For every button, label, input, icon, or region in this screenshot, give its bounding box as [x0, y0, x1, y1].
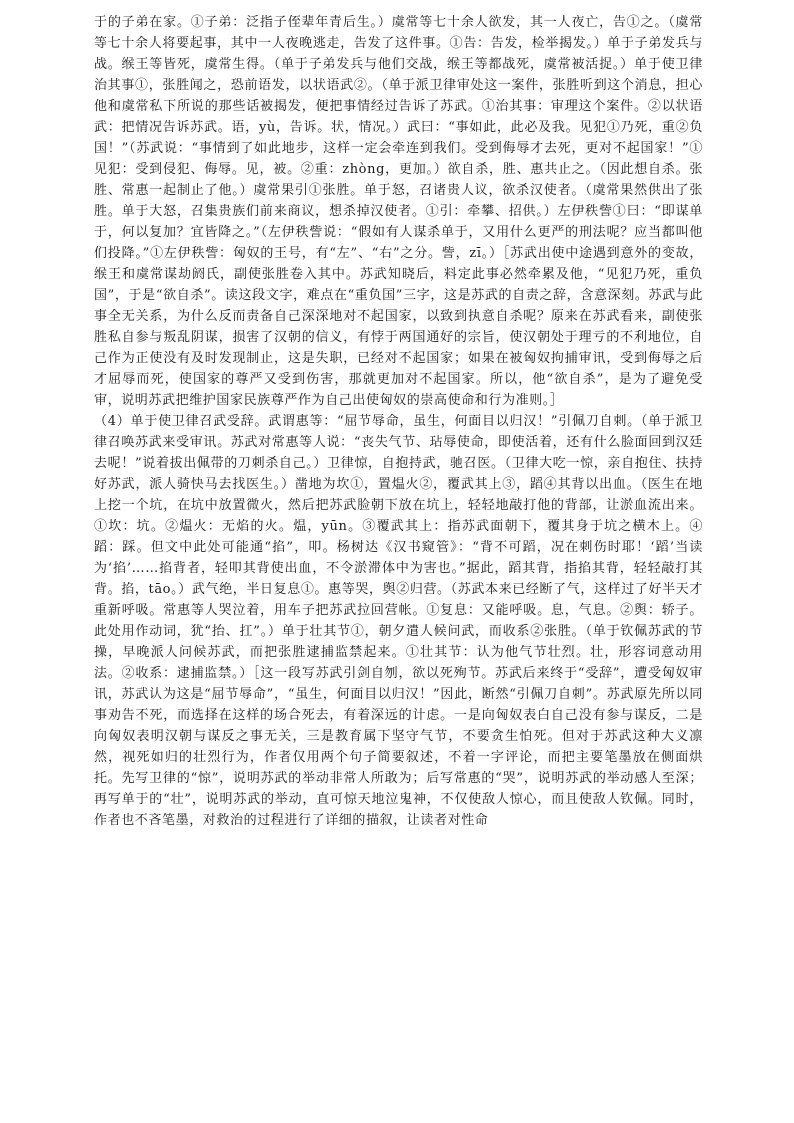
paragraph: （4）单于使卫律召武受辞。武谓惠等：“屈节辱命，虽生，何面目以归汉！”引佩刀自刺。（单于派卫律召唤苏武来受审讯。苏武对常惠等人说：“丧失气节、玷辱使命，即使活着，还有什么脸面回到汉廷去呢！”说着拔出佩带的刀刺杀自己。）卫律惊，自抱持武，驰召医。（卫律大吃一惊，亲自抱住、扶持好苏武，派人骑快马去找医生。）凿地为坎①，置煴火②，覆武其上③，蹈④其背以出血。（医生在地上挖一个坑，在坑中放置微火，然后把苏武脸朝下放在坑上，轻轻地敲打他的背部，让淤血流出来。①坎：坑。②煴火：无焰的火。煴，yūn。③覆武其上：指苏武面朝下，覆其身于坑之横木上。④蹈：踩。但文中此处可能通“掐”，叩。杨树达《汉书窥管》：“背不可蹈，况在刺伤时耶！‘蹈’当读为‘掐’……掐背者，轻叩其背使出血，不令淤滞体中为害也。”据此，蹈其背，指掐其背，轻轻敲打其背。掐，tāo。）武气绝，半日复息①。惠等哭，舆②归营。（苏武本来已经断了气，这样过了好半天才重新呼吸。常惠等人哭泣着，用车子把苏武拉回营帐。①复息：又能呼吸。息，气息。②舆：轿子。此处用作动词，犹“抬、扛”。）单于壮其节①，朝夕遣人候问武，而收系②张胜。（单于钦佩苏武的节操，早晚派人问候苏武，而把张胜逮捕监禁起来。①壮其节：认为他气节壮烈。壮，形容词意动用法。②收系：逮捕监禁。）［这一段写苏武引剑自刎，欲以死殉节。苏武后来终于“受辞”，遭受匈奴审讯，苏武认为这是“屈节辱命”，“虽生，何面目以归汉！”因此，断然“引佩刀自刺”。苏武原先所以同事劝告不死，而选择在这样的场合死去，有着深远的计虑。一是向匈奴表白自己没有参与谋反，二是向匈奴表明汉朝与谋反之事无关，三是教育属下坚守气节，不要贪生怕死。但对于苏武这种大义凛然，视死如归的壮烈行为，作者仅用两个句子简要叙述，不着一字评论，而把主要笔墨放在侧面烘托。先写卫律的“惊”，说明苏武的举动非常人所敢为；后写常惠的“哭”，说明苏武的举动感人至深；再写单于的“壮”，说明苏武的举动，直可惊天地泣鬼神，不仅使敌人惊心，而且使敌人钦佩。同时，作者也不吝笔墨，对救治的过程进行了详细的描叙，让读者对性命	[94, 414, 703, 828]
paragraph: 于的子弟在家。①子弟：泛指子侄辈年青后生。）虞常等七十余人欲发，其一人夜亡，告①之。（虞常等七十余人将要起事，其中一人夜晚逃走，告发了这件事。①告：告发，检举揭发。）单于子弟发兵与战。缑王等皆死，虞常生得。（单于子弟发兵与他们交战，缑王等都战死，虞常被活捉。）单于使卫律治其事①，张胜闻之，恐前语发，以状语武②。（单于派卫律审处这一案件，张胜听到这个消息，担心他和虞常私下所说的那些话被揭发，便把事情经过告诉了苏武。①治其事：审理这个案件。②以状语武：把情况告诉苏武。语，yù，告诉。状，情况。）武曰：“事如此，此必及我。见犯①乃死，重②负国！”（苏武说：“事情到了如此地步，这样一定会牵连到我们。受到侮辱才去死，更对不起国家！”①见犯：受到侵犯、侮辱。见，被。②重：zhòng，更加。）欲自杀，胜、惠共止之。（因此想自杀。张胜、常惠一起制止了他。）虞常果引①张胜。单于怒，召诸贵人议，欲杀汉使者。（虞常果然供出了张胜。单于大怒，召集贵族们前来商议，想杀掉汉使者。①引：牵攀、招供。）左伊秩訾①曰：“即谋单于，何以复加？宜皆降之。”（左伊秩訾说：“假如有人谋杀单于，又用什么更严的刑法呢？应当都叫他们投降。”①左伊秩訾：匈奴的王号，有“左”、“右”之分。訾，zī。）［苏武出使中途遇到意外的变故，缑王和虞常谋劫阏氏，副使张胜卷入其中。苏武知晓后，料定此事必然牵累及他，“见犯乃死，重负国”，于是“欲自杀”。读这段文字，难点在“重负国”三字，这是苏武的自责之辞，含意深刻。苏武与此事全无关系，为什么反而责备自己深深地对不起国家，以致到执意自杀呢？原来在苏武看来，副使张胜私自参与叛乱阴谋，损害了汉朝的信义，有悖于两国通好的宗旨，使汉朝处于理亏的不利地位，自己作为正使没有及时发现制止，这是失职，已经对不起国家；如果在被匈奴拘捕审讯，受到侮辱之后才屈辱而死，使国家的尊严又受到伤害，那就更加对不起国家。所以，他“欲自杀”，是为了避免受审，说明苏武把维护国家民族尊严作为自己出使匈奴的崇高使命和行为准则。］	[94, 15, 703, 408]
